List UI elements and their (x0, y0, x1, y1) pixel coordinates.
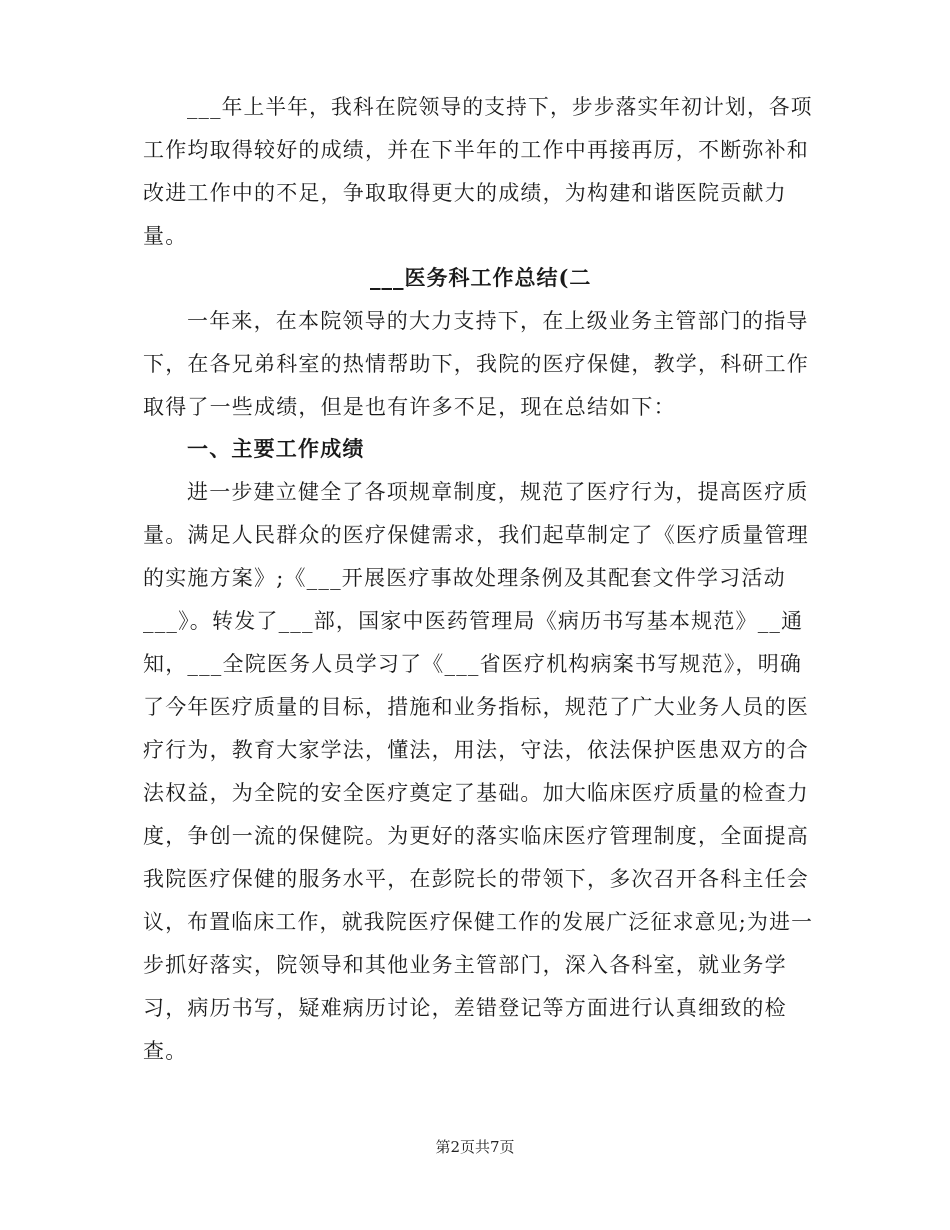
paragraph-1-line-1: ___年上半年，我科在院领导的支持下，步步落实年初计划，各项 (187, 95, 813, 119)
paragraph-2-line-2: 下，在各兄弟科室的热情帮助下，我院的医疗保健，教学，科研工作 (143, 352, 809, 376)
paragraph-3-line-2: 量。满足人民群众的医疗保健需求，我们起草制定了《医疗质量管理 (143, 523, 809, 547)
paragraph-1-line-2: 工作均取得较好的成绩，并在下半年的工作中再接再厉，不断弥补和 (143, 138, 809, 162)
paragraph-3-line-6: 了今年医疗质量的目标，措施和业务指标，规范了广大业务人员的医 (143, 695, 809, 719)
paragraph-3-line-13: 习，病历书写，疑难病历讨论，差错登记等方面进行认真细致的检 (143, 996, 787, 1020)
paragraph-3-line-10: 我院医疗保健的服务水平，在彭院长的带领下，多次召开各科主任会 (143, 867, 809, 891)
page-number-footer: 第2页共7页 (435, 1138, 515, 1156)
paragraph-3-line-5: 知，___全院医务人员学习了《___省医疗机构病案书写规范》，明确 (143, 652, 803, 676)
paragraph-3-line-3: 的实施方案》;《___开展医疗事故处理条例及其配套文件学习活动 (143, 566, 786, 590)
paragraph-3-line-9: 度，争创一流的保健院。为更好的落实临床医疗管理制度，全面提高 (143, 824, 809, 848)
paragraph-2-line-1: 一年来，在本院领导的大力支持下，在上级业务主管部门的指导 (187, 309, 809, 333)
paragraph-3-line-1: 进一步建立健全了各项规章制度，规范了医疗行为，提高医疗质 (187, 480, 809, 504)
paragraph-1-line-3: 改进工作中的不足，争取取得更大的成绩，为构建和谐医院贡献力 (143, 181, 787, 205)
paragraph-3-line-7: 疗行为，教育大家学法，懂法，用法，守法，依法保护医患双方的合 (143, 738, 809, 762)
paragraph-3-line-8: 法权益，为全院的安全医疗奠定了基础。加大临床医疗质量的检查力 (143, 781, 809, 805)
section-title: ___医务科工作总结(二 (370, 265, 592, 290)
paragraph-3-line-4: ___》。转发了___部，国家中医药管理局《病历书写基本规范》__通 (143, 609, 804, 633)
paragraph-1-line-4: 量。 (143, 224, 188, 248)
paragraph-3-line-14: 查。 (143, 1039, 188, 1063)
paragraph-3-line-11: 议，布置临床工作，就我院医疗保健工作的发展广泛征求意见;为进一 (143, 910, 814, 934)
heading-main-achievements: 一、主要工作成绩 (187, 436, 365, 461)
paragraph-3-line-12: 步抓好落实，院领导和其他业务主管部门，深入各科室，就业务学 (143, 953, 787, 977)
paragraph-2-line-3: 取得了一些成绩，但是也有许多不足，现在总结如下： (143, 395, 676, 419)
